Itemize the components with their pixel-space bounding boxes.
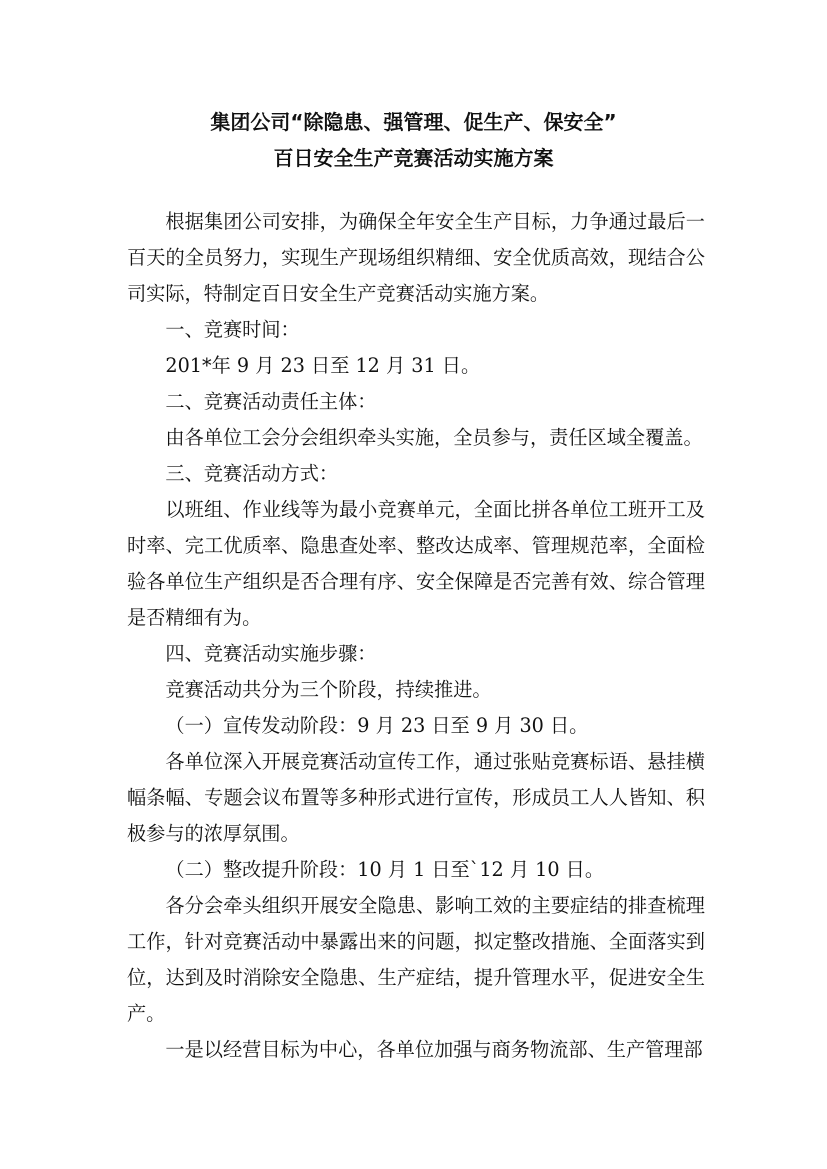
paragraph-method: 以班组、作业线等为最小竞赛单元，全面比拼各单位工班开工及时率、完工优质率、隐患查处率、整改达成率、管理规范率，全面检验各单位生产组织是否合理有序、安全保障是否完善有效、综合管理是否精细有为。 bbox=[127, 498, 705, 629]
paragraph-responsibility: 由各单位工会分会组织牵头实施，全员参与，责任区域全覆盖。 bbox=[165, 426, 703, 449]
paragraph-publicity-phase: 各单位深入开展竞赛活动宣传工作，通过张贴竞赛标语、悬挂横幅条幅、专题会议布置等多种形式进行宣传，形成员工人人皆知、积极参与的浓厚氛围。 bbox=[127, 750, 705, 845]
paragraph-first-measure: 一是以经营目标为中心，各单位加强与商务物流部、生产管理部 bbox=[165, 1038, 703, 1061]
document-body bbox=[127, 204, 705, 1068]
section-heading-steps: 四、竞赛活动实施步骤： bbox=[165, 642, 377, 665]
subheading-rectification-phase: （二）整改提升阶段：10 月 1 日至`12 月 10 日。 bbox=[165, 858, 605, 881]
document-title-line-1: 集团公司“除隐患、强管理、促生产、保安全” bbox=[210, 110, 617, 134]
paragraph-steps: 竞赛活动共分为三个阶段，持续推进。 bbox=[165, 678, 492, 701]
intro-paragraph: 根据集团公司安排，为确保全年安全生产目标，力争通过最后一百天的全员努力，实现生产现场组织精细、安全优质高效，现结合公司实际，特制定百日安全生产竞赛活动实施方案。 bbox=[127, 210, 705, 305]
section-heading-responsibility: 二、竞赛活动责任主体： bbox=[165, 390, 377, 413]
document-title-line-2: 百日安全生产竞赛活动实施方案 bbox=[273, 146, 554, 170]
section-heading-method: 三、竞赛活动方式： bbox=[165, 462, 339, 485]
subheading-publicity-phase: （一）宣传发动阶段：9 月 23 日至 9 月 30 日。 bbox=[165, 714, 589, 737]
section-heading-time: 一、竞赛时间： bbox=[165, 318, 300, 341]
paragraph-rectification-phase: 各分会牵头组织开展安全隐患、影响工效的主要症结的排查梳理工作，针对竞赛活动中暴露出来的问题，拟定整改措施、全面落实到位，达到及时消除安全隐患、生产症结，提升管理水平，促进安全生产。 bbox=[127, 894, 705, 1025]
paragraph-time: 201*年 9 月 23 日至 12 月 31 日。 bbox=[165, 354, 481, 377]
